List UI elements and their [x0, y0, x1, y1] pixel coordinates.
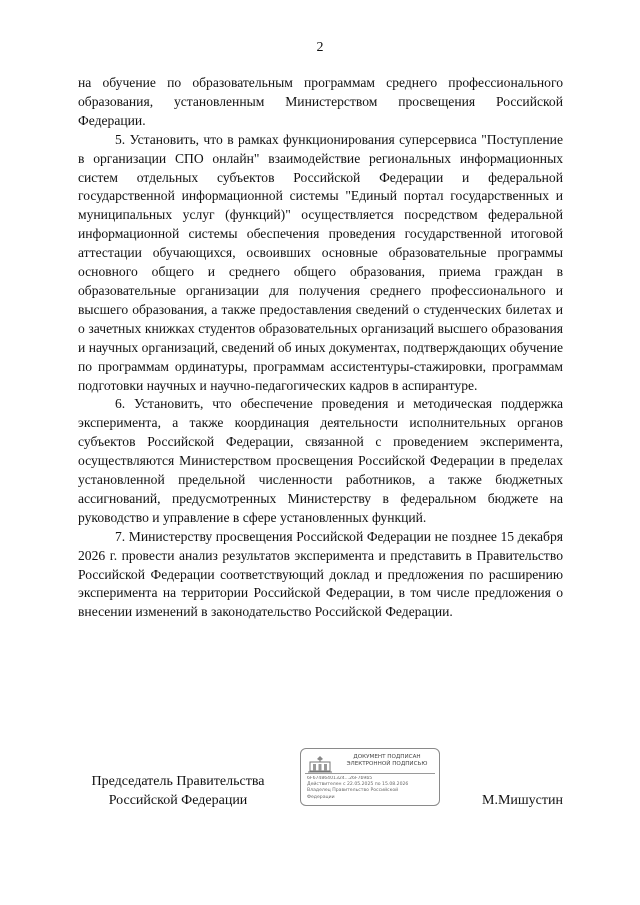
signer-name: М.Мишустин [482, 793, 563, 808]
signer-title [78, 772, 278, 810]
paragraph-item-5: 5. Установить, что в рамках функционирования суперсервиса "Поступление в организации СПО онлайн" взаимодействие региональных информационных систем отдельных субъектов Российской Федерации и федеральной государственной информационной системы "Единый портал государственных и муниципальных услуг (функций)" осуществляется посредством федеральной информационной системы обеспечения проведения государственной итоговой аттестации обучающихся, освоивших основные образовательные программы основного общего и среднего общего образования, приема граждан в образовательные организации для получения среднего профессионального и высшего образования, а также предоставления сведений о студенческих билетах и о зачетных книжках студентов образовательных организаций высшего образования и научных организаций, сведений об иных документах, подтверждающих обучение по программам ординатуры, программам ассистентуры-стажировки, программам подготовки научных и научно-педагогических кадров в аспирантуре. [78, 131, 563, 393]
stamp-certificate: 6F67486401324...26F7b9b5 [307, 776, 373, 781]
paragraph-item-6: 6. Установить, что обеспечение проведения и методическая поддержка эксперимента, а также координация деятельности исполнительных органов субъектов Российской Федерации, связанной с проведением эксперимента, осуществляются Министерством просвещения Российской Федерации в пределах установленной предельной численности работников, а также бюджетных ассигнований, предусмотренных Министерству в федеральном бюджете на руководство и управление в сфере установленных функций. [78, 396, 563, 525]
document-body [78, 74, 563, 622]
coat-of-arms-icon [307, 755, 333, 773]
stamp-validity: Действителен с 22.05.2025 по 15.08.2026 [307, 782, 409, 788]
electronic-signature-stamp [300, 748, 440, 806]
signer-title-line-1: Председатель Правительства [91, 774, 265, 789]
stamp-header-line-1: ДОКУМЕНТ ПОДПИСАН [353, 754, 421, 760]
stamp-owner-line-1: Владелец Правительство Российской [307, 788, 399, 794]
paragraph-item-7: 7. Министерству просвещения Российской Федерации не позднее 15 декабря 2026 г. провести анализ результатов эксперимента и представить в Правительство Российской Федерации соответствующий доклад и предложения по расширению эксперимента на территории Российской Федерации, в том числе предложения о внесении изменений в законодательство Российской Федерации. [78, 528, 563, 620]
signer-title-line-2: Российской Федерации [108, 793, 248, 808]
stamp-divider [305, 773, 435, 774]
page-number: 2 [316, 40, 324, 55]
stamp-owner-line-2: Федерации [307, 794, 335, 800]
stamp-header-line-2: ЭЛЕКТРОННОЙ ПОДПИСЬЮ [346, 761, 428, 767]
stamp-header [337, 754, 437, 768]
stamp-details [307, 776, 435, 801]
paragraph-continuation: на обучение по образовательным программам среднего профессионального образования, установленным Министерством просвещения Российской Федерации. [78, 75, 563, 128]
signature-block [0, 748, 640, 828]
